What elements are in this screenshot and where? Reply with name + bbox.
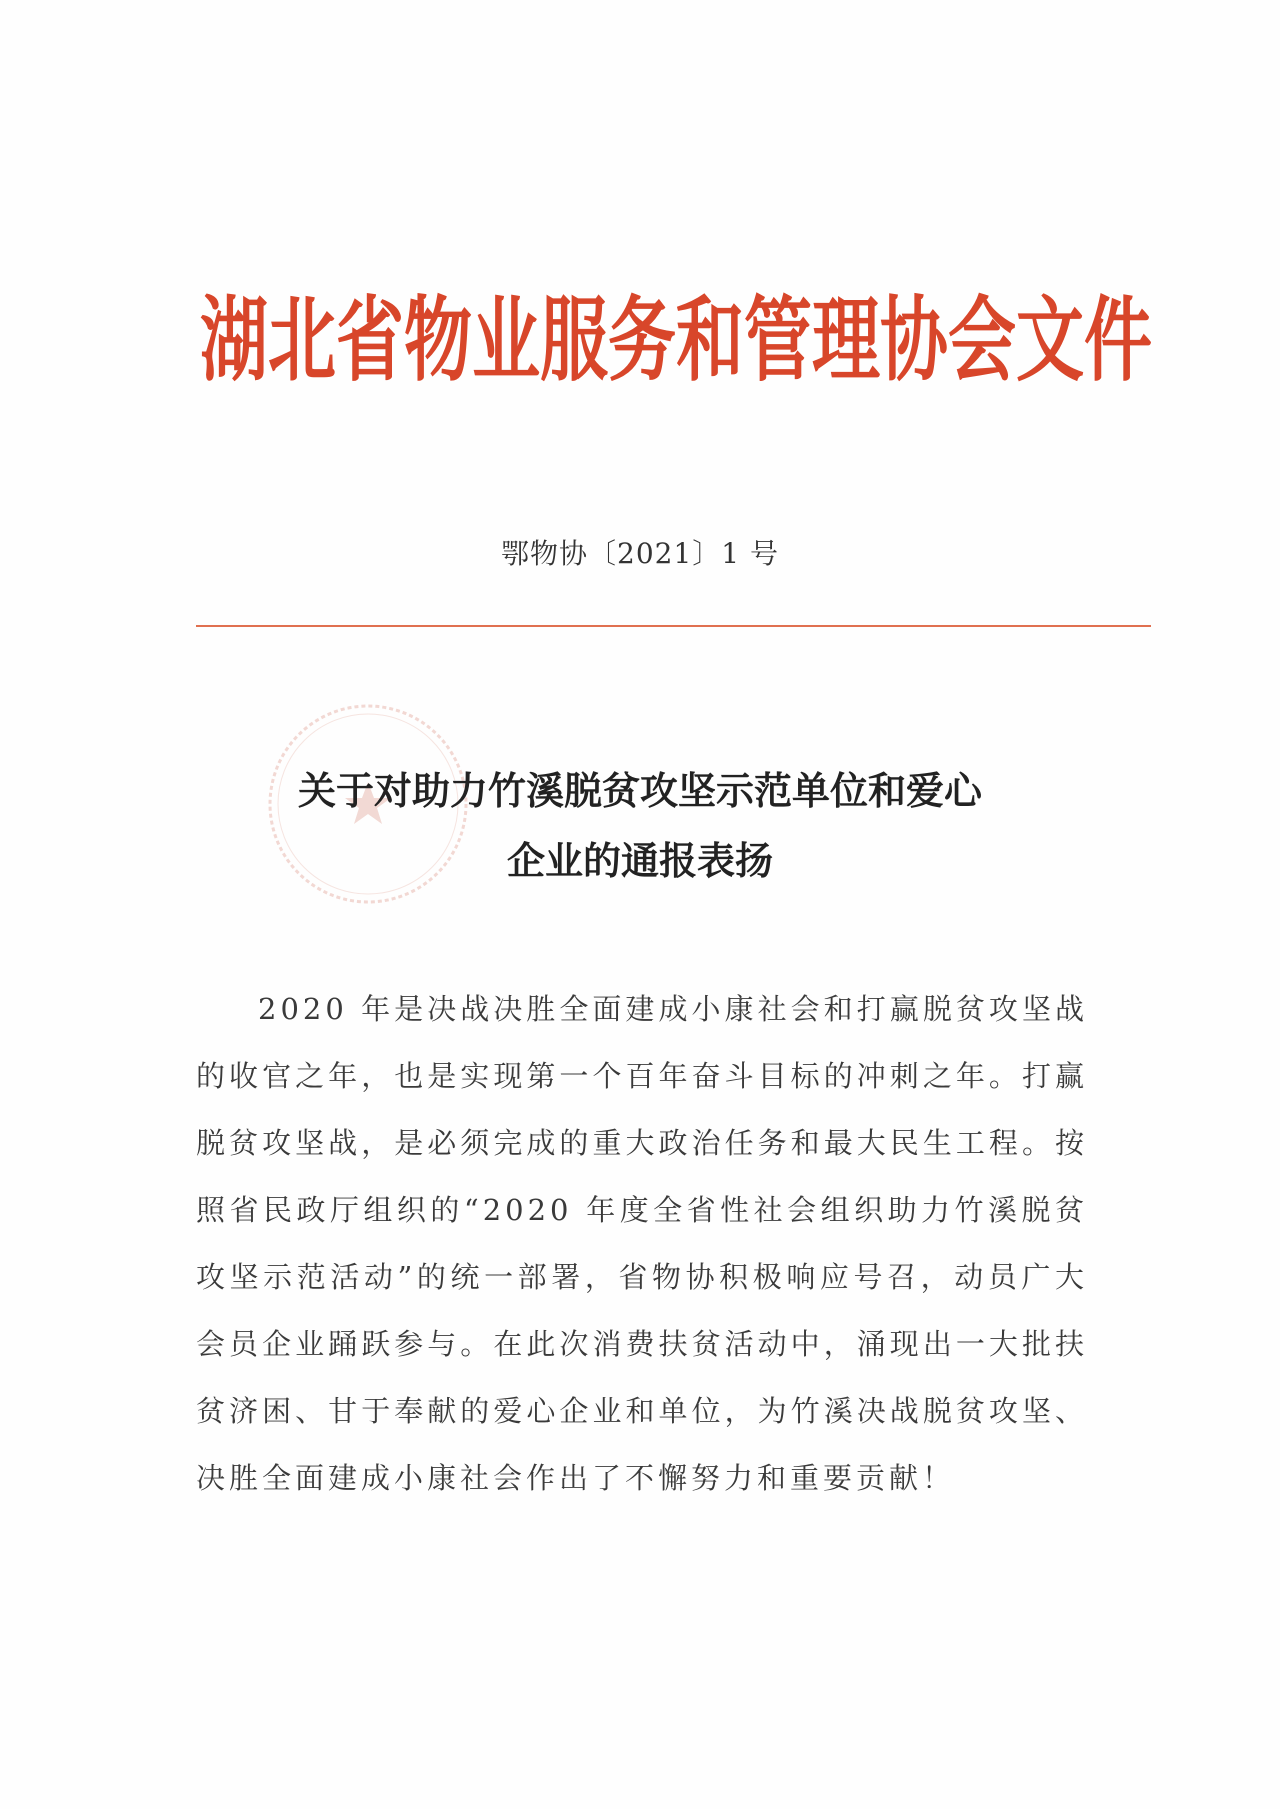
header-divider: [196, 625, 1151, 627]
document-subject: [190, 756, 1090, 896]
subject-line-1: 关于对助力竹溪脱贫攻坚示范单位和爱心: [297, 768, 982, 813]
body-paragraph-text: 2020 年是决战决胜全面建成小康社会和打赢脱贫攻坚战的收官之年，也是实现第一个百年奋斗目标的冲刺之年。打赢脱贫攻坚战，是必须完成的重大政治任务和最大民生工程。按照省民政厅组织的“2020 年度全省性社会组织助力竹溪脱贫攻坚示范活动”的统一部署，省物协积极响应号召，动员广大会员企业踊跃参与。在此次消费扶贫活动中，涌现出一大批扶贫济困、甘于奉献的爱心企业和单位，为竹溪决战脱贫攻坚、决胜全面建成小康社会作出了不懈努力和重要贡献！: [196, 992, 1088, 1495]
subject-line-2: 企业的通报表扬: [506, 838, 773, 883]
org-header-title: 湖北省物业服务和管理协会文件: [200, 286, 1153, 395]
body-paragraph: [196, 976, 1088, 1512]
document-number: 鄂物协〔2021〕1 号: [501, 537, 779, 570]
